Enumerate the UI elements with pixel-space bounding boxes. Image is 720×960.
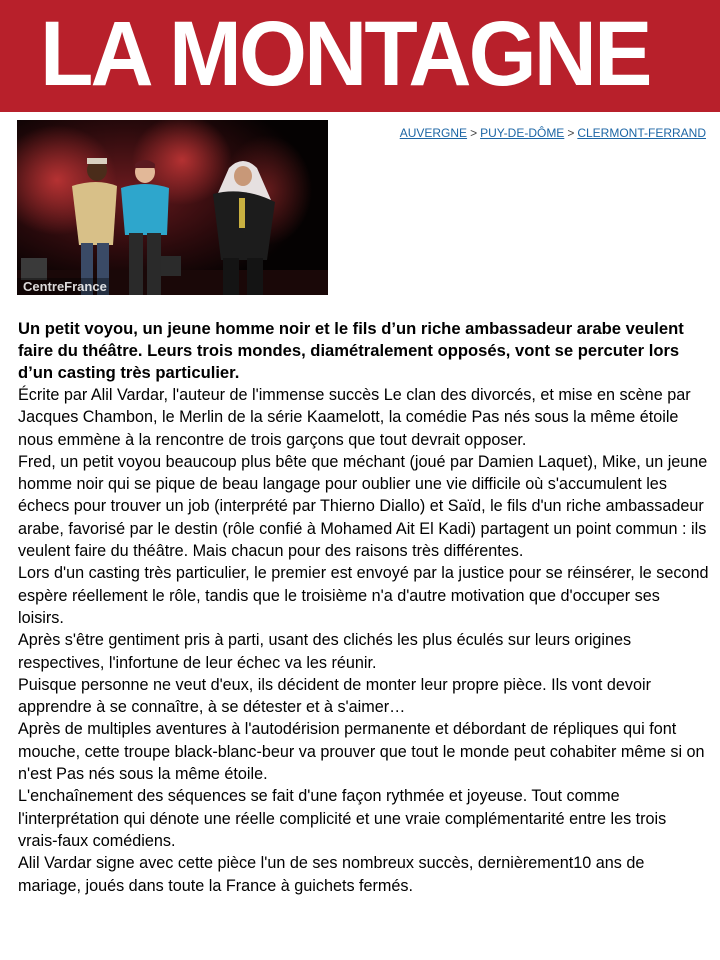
article-body xyxy=(18,318,710,897)
breadcrumb-link-puy-de-dome[interactable]: PUY-DE-DÔME xyxy=(480,126,565,140)
article-paragraph: Alil Vardar signe avec cette pièce l'un de ses nombreux succès, dernièrement10 ans de mariage, joués dans toute la France à guichets fermés. xyxy=(18,854,645,895)
breadcrumb xyxy=(400,126,706,140)
breadcrumb-link-clermont-ferrand[interactable]: CLERMONT-FERRAND xyxy=(577,126,706,140)
article-photo xyxy=(17,120,328,295)
article-lead: Un petit voyou, un jeune homme noir et le fils d’un riche ambassadeur arabe veulent faire du théâtre. Leurs trois mondes, diamétralement opposés, vont se percuter lors d’un casting très particulier. xyxy=(18,319,684,382)
article-paragraph: Écrite par Alil Vardar, l'auteur de l'immense succès Le clan des divorcés, et mise en scène par Jacques Chambon, le Merlin de la série Kaamelott, la comédie Pas nés sous la même étoile nous emmène à la rencontre de trois garçons que tout devrait opposer. xyxy=(18,386,691,449)
photo-watermark: CentreFrance xyxy=(23,279,107,294)
article-paragraph: Puisque personne ne veut d'eux, ils décident de monter leur propre pièce. Ils vont devoir apprendre à se connaître, à se détester et à s'aimer… xyxy=(18,675,651,717)
article-paragraph: Fred, un petit voyou beaucoup plus bête que méchant (joué par Damien Laquet), Mike, un jeune homme noir qui se pique de beau langage pour oublier une vie difficile où s'accumulent les échecs pour trouver un job (interprété par Thierno Diallo) et Saïd, le fils d'un riche ambassadeur arabe, favorisé par le destin (rôle confié à Mohamed Ait El Kadi) partagent un point commun : ils veulent faire du théâtre. Mais chacun pour des raisons très différentes. xyxy=(18,452,708,561)
masthead xyxy=(0,0,720,112)
breadcrumb-separator: > xyxy=(470,126,478,140)
article-paragraph: L'enchaînement des séquences se fait d'une façon rythmée et joyeuse. Tout comme l'interprétation qui dénote une réelle complicité et une vraie complémentarité entre les trois vrais-faux comédiens. xyxy=(18,787,667,850)
breadcrumb-separator: > xyxy=(567,126,575,140)
article-paragraph: Lors d'un casting très particulier, le premier est envoyé par la justice pour se réinsérer, le second espère réellement le rôle, tandis que le troisième n'a d'autre motivation que d'occuper ses loisirs. xyxy=(18,564,709,627)
newspaper-logo[interactable]: LA MONTAGNE xyxy=(40,3,650,105)
stage-photo-illustration xyxy=(17,120,328,295)
article-paragraph: Après s'être gentiment pris à parti, usant des clichés les plus éculés sur leurs origines respectives, l'infortune de leur échec va les réunir. xyxy=(18,631,632,672)
article-paragraph: Après de multiples aventures à l'autodérision permanente et débordant de répliques qui font mouche, cette troupe black-blanc-beur va prouver que tout le monde peut cohabiter même si on n'est Pas nés sous la même étoile. xyxy=(18,720,705,784)
breadcrumb-link-auvergne[interactable]: AUVERGNE xyxy=(399,126,468,140)
